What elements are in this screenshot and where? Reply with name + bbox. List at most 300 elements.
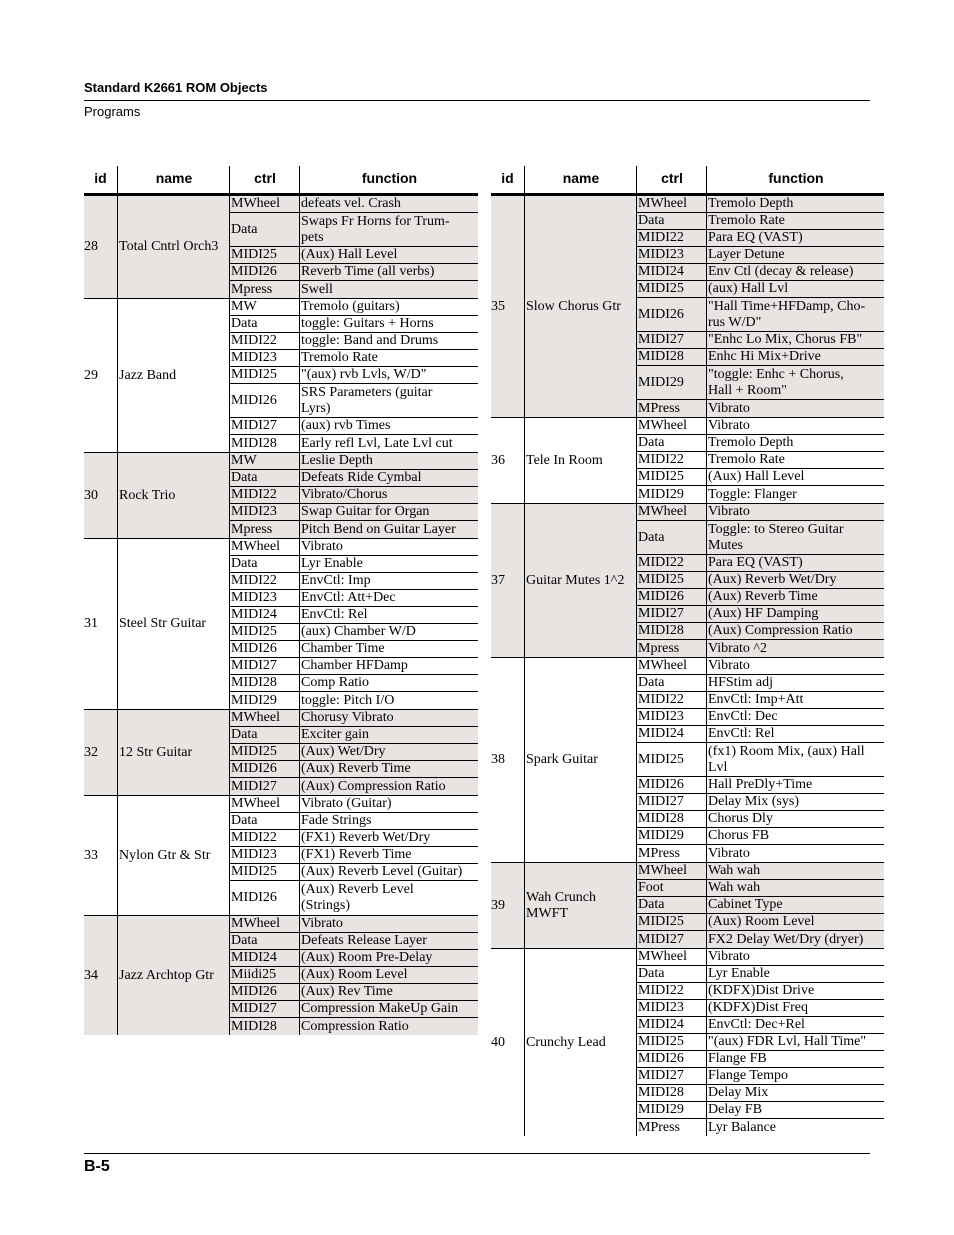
ctrl-cell: MIDI24 — [636, 726, 706, 742]
function-cell: Swaps Fr Horns for Trum- pets — [299, 213, 478, 246]
table-row — [229, 984, 478, 1001]
table-row — [636, 606, 884, 623]
table-row — [636, 213, 884, 230]
function-cell: Para EQ (VAST) — [706, 555, 884, 571]
function-cell: (KDFX)Dist Freq — [706, 1000, 884, 1016]
column-header-ctrl: ctrl — [229, 166, 300, 193]
function-cell: "Hall Time+HFDamp, Cho- rus W/D" — [706, 298, 884, 331]
function-cell: Exciter gain — [299, 727, 478, 743]
ctrl-cell: MIDI26 — [229, 881, 299, 915]
ctrl-cell: MIDI27 — [636, 1068, 706, 1084]
table-row — [636, 658, 884, 675]
table-row — [636, 366, 884, 400]
controller-rows — [636, 658, 884, 862]
program-id: 40 — [491, 1034, 505, 1050]
page-header-subtitle: Programs — [84, 104, 141, 119]
function-cell: toggle: Pitch I/O — [299, 692, 478, 709]
ctrl-cell: MIDI23 — [636, 709, 706, 725]
ctrl-cell: Data — [636, 521, 706, 554]
program-name: Tele In Room — [524, 418, 636, 503]
table-row — [229, 950, 478, 967]
function-cell: (aux) Hall Lvl — [706, 281, 884, 297]
function-cell: (Aux) Reverb Time — [299, 761, 478, 777]
table-row — [229, 435, 478, 452]
ctrl-cell: Data — [229, 933, 299, 949]
column-header-ctrl: ctrl — [636, 166, 707, 193]
controller-rows — [636, 504, 884, 657]
programs-table-left — [84, 166, 478, 1035]
function-cell: Layer Detune — [706, 247, 884, 263]
function-cell: Toggle: to Stereo Guitar Mutes — [706, 521, 884, 554]
ctrl-cell: MIDI28 — [636, 623, 706, 639]
table-row — [229, 744, 478, 761]
table-row — [229, 350, 478, 367]
function-cell: (Aux) Reverb Level (Strings) — [299, 881, 478, 915]
controller-rows — [229, 916, 478, 1035]
ctrl-cell: MIDI28 — [229, 435, 299, 452]
ctrl-cell: MIDI22 — [636, 983, 706, 999]
program-id: 35 — [491, 298, 505, 314]
ctrl-cell: MWheel — [229, 796, 299, 812]
function-cell: Defeats Ride Cymbal — [299, 470, 478, 486]
table-row — [636, 914, 884, 931]
controller-rows — [636, 418, 884, 503]
table-row — [636, 897, 884, 914]
ctrl-cell: MIDI26 — [636, 777, 706, 793]
table-row — [636, 1119, 884, 1136]
ctrl-cell: MIDI25 — [636, 743, 706, 776]
function-cell: Wah wah — [706, 880, 884, 896]
ctrl-cell: MIDI22 — [229, 573, 299, 589]
table-row — [229, 675, 478, 692]
ctrl-cell: MIDI22 — [636, 692, 706, 708]
table-row — [229, 213, 478, 247]
function-cell: Lyr Enable — [299, 556, 478, 572]
function-cell: toggle: Guitars + Horns — [299, 316, 478, 332]
table-header — [491, 166, 884, 196]
function-cell: Vibrato ^2 — [706, 640, 884, 657]
program-id: 28 — [84, 239, 98, 254]
function-cell: Flange Tempo — [706, 1068, 884, 1084]
program-name: Steel Str Guitar — [117, 539, 229, 709]
program-id: 30 — [84, 487, 98, 503]
function-cell: Env Ctl (decay & release) — [706, 264, 884, 280]
table-row — [636, 469, 884, 486]
program-group — [84, 796, 478, 916]
controller-rows — [636, 949, 884, 1136]
function-cell: (Aux) HF Damping — [706, 606, 884, 622]
function-cell: toggle: Band and Drums — [299, 333, 478, 349]
table-row — [636, 521, 884, 555]
ctrl-cell: MWheel — [229, 710, 299, 726]
function-cell: Compression MakeUp Gain — [299, 1001, 478, 1017]
table-row — [636, 845, 884, 862]
function-cell: Toggle: Flanger — [706, 486, 884, 503]
ctrl-cell: MIDI29 — [636, 828, 706, 844]
ctrl-cell: MIDI28 — [229, 1018, 299, 1035]
ctrl-cell: MIDI24 — [229, 950, 299, 966]
function-cell: (Aux) Rev Time — [299, 984, 478, 1000]
function-cell: Chamber Time — [299, 641, 478, 657]
ctrl-cell: MPress — [636, 845, 706, 862]
table-row — [636, 1000, 884, 1017]
table-row — [636, 692, 884, 709]
ctrl-cell: MIDI25 — [636, 281, 706, 297]
program-name: Slow Chorus Gtr — [524, 196, 636, 417]
function-cell: Chorus FB — [706, 828, 884, 844]
table-row — [636, 675, 884, 692]
program-name: Nylon Gtr & Str — [117, 796, 229, 915]
table-row — [229, 281, 478, 298]
table-row — [636, 949, 884, 966]
program-group — [84, 539, 478, 710]
function-cell: (Aux) Compression Ratio — [706, 623, 884, 639]
function-cell: SRS Parameters (guitar Lyrs) — [299, 384, 478, 417]
function-cell: "Enhc Lo Mix, Chorus FB" — [706, 332, 884, 348]
table-row — [636, 743, 884, 777]
table-header — [84, 166, 478, 196]
table-row — [636, 230, 884, 247]
ctrl-cell: Data — [229, 813, 299, 829]
program-id: 34 — [84, 967, 98, 983]
table-row — [229, 299, 478, 316]
function-cell: "toggle: Enhc + Chorus, Hall + Room" — [706, 366, 884, 399]
ctrl-cell: MW — [229, 453, 299, 469]
table-row — [636, 1068, 884, 1085]
program-id: 31 — [84, 616, 98, 631]
table-row — [229, 539, 478, 556]
ctrl-cell: MIDI25 — [229, 864, 299, 880]
program-name: Rock Trio — [117, 453, 229, 538]
program-group — [84, 299, 478, 453]
ctrl-cell: MIDI26 — [636, 1051, 706, 1067]
table-body — [84, 196, 478, 1035]
function-cell: Vibrato — [299, 539, 478, 555]
function-cell: FX2 Delay Wet/Dry (dryer) — [706, 931, 884, 948]
function-cell: (fx1) Room Mix, (aux) Hall Lvl — [706, 743, 884, 776]
function-cell: Vibrato — [706, 845, 884, 862]
ctrl-cell: MIDI23 — [229, 590, 299, 606]
ctrl-cell: MIDI24 — [636, 1017, 706, 1033]
ctrl-cell: MIDI28 — [636, 349, 706, 365]
table-row — [636, 555, 884, 572]
table-row — [229, 607, 478, 624]
column-header-name: name — [524, 166, 637, 193]
function-cell: (FX1) Reverb Time — [299, 847, 478, 863]
function-cell: Vibrato — [706, 658, 884, 674]
program-id: 37 — [491, 572, 505, 588]
function-cell: Leslie Depth — [299, 453, 478, 469]
table-row — [636, 640, 884, 657]
ctrl-cell: MIDI25 — [229, 247, 299, 263]
ctrl-cell: Data — [229, 727, 299, 743]
ctrl-cell: MIDI27 — [636, 931, 706, 948]
program-name: Jazz Band — [117, 299, 229, 452]
ctrl-cell: Data — [636, 435, 706, 451]
table-row — [229, 830, 478, 847]
table-row — [636, 880, 884, 897]
function-cell: EnvCtl: Imp+Att — [706, 692, 884, 708]
function-cell: Pitch Bend on Guitar Layer — [299, 521, 478, 538]
controller-rows — [229, 796, 478, 915]
table-row — [636, 349, 884, 366]
function-cell: HFStim adj — [706, 675, 884, 691]
table-row — [636, 863, 884, 880]
program-group — [84, 453, 478, 539]
program-group — [491, 418, 884, 504]
function-cell: EnvCtl: Att+Dec — [299, 590, 478, 606]
table-row — [229, 624, 478, 641]
function-cell: Vibrato (Guitar) — [299, 796, 478, 812]
program-group — [84, 196, 478, 299]
ctrl-cell: MIDI26 — [636, 298, 706, 331]
function-cell: Delay Mix — [706, 1085, 884, 1101]
column-header-id: id — [501, 170, 514, 186]
ctrl-cell: MIDI25 — [229, 744, 299, 760]
ctrl-cell: MIDI23 — [229, 847, 299, 863]
program-name: 12 Str Guitar — [117, 710, 229, 795]
column-header-function: function — [706, 166, 885, 193]
ctrl-cell: MWheel — [636, 658, 706, 674]
function-cell: Early refl Lvl, Late Lvl cut — [299, 435, 478, 452]
table-row — [636, 777, 884, 794]
ctrl-cell: Data — [636, 897, 706, 913]
ctrl-cell: MIDI27 — [229, 778, 299, 795]
programs-table-right — [491, 166, 884, 1136]
program-id: 32 — [84, 744, 98, 760]
table-row — [229, 504, 478, 521]
table-row — [229, 367, 478, 384]
function-cell: Compression Ratio — [299, 1018, 478, 1035]
table-row — [229, 470, 478, 487]
table-row — [229, 658, 478, 675]
function-cell: Swell — [299, 281, 478, 298]
function-cell: Fade Strings — [299, 813, 478, 829]
function-cell: Flange FB — [706, 1051, 884, 1067]
function-cell: EnvCtl: Imp — [299, 573, 478, 589]
ctrl-cell: MWheel — [636, 196, 706, 212]
ctrl-cell: MIDI22 — [229, 333, 299, 349]
function-cell: "(aux) FDR Lvl, Hall Time" — [706, 1034, 884, 1050]
ctrl-cell: MIDI28 — [636, 1085, 706, 1101]
table-row — [229, 573, 478, 590]
table-row — [636, 966, 884, 983]
table-row — [636, 486, 884, 503]
table-row — [636, 504, 884, 521]
ctrl-cell: Foot — [636, 880, 706, 896]
table-row — [636, 332, 884, 349]
table-row — [636, 726, 884, 743]
ctrl-cell: Data — [229, 556, 299, 572]
table-row — [229, 778, 478, 795]
function-cell: (Aux) Reverb Wet/Dry — [706, 572, 884, 588]
ctrl-cell: MWheel — [636, 949, 706, 965]
table-row — [636, 452, 884, 469]
program-group — [491, 949, 884, 1136]
ctrl-cell: MIDI29 — [636, 1102, 706, 1118]
function-cell: (Aux) Room Level — [299, 967, 478, 983]
ctrl-cell: MIDI22 — [636, 230, 706, 246]
function-cell: Tremolo Rate — [706, 452, 884, 468]
ctrl-cell: MIDI22 — [229, 830, 299, 846]
table-row — [636, 1102, 884, 1119]
ctrl-cell: MWheel — [636, 418, 706, 434]
function-cell: Wah wah — [706, 863, 884, 879]
function-cell: (FX1) Reverb Wet/Dry — [299, 830, 478, 846]
ctrl-cell: MIDI29 — [636, 486, 706, 503]
function-cell: Swap Guitar for Organ — [299, 504, 478, 520]
ctrl-cell: MWheel — [229, 196, 299, 212]
ctrl-cell: MIDI23 — [636, 247, 706, 263]
table-row — [229, 881, 478, 915]
ctrl-cell: MIDI28 — [636, 811, 706, 827]
ctrl-cell: MIDI27 — [636, 606, 706, 622]
function-cell: (Aux) Hall Level — [299, 247, 478, 263]
ctrl-cell: MIDI25 — [229, 367, 299, 383]
function-cell: Cabinet Type — [706, 897, 884, 913]
table-row — [636, 811, 884, 828]
ctrl-cell: Data — [636, 213, 706, 229]
table-row — [229, 813, 478, 830]
function-cell: (Aux) Hall Level — [706, 469, 884, 485]
function-cell: Chorus Dly — [706, 811, 884, 827]
ctrl-cell: MIDI27 — [229, 658, 299, 674]
table-row — [229, 418, 478, 435]
table-row — [636, 247, 884, 264]
ctrl-cell: MIDI27 — [229, 418, 299, 434]
controller-rows — [636, 863, 884, 948]
table-row — [229, 384, 478, 418]
ctrl-cell: MPress — [636, 400, 706, 417]
function-cell: EnvCtl: Rel — [299, 607, 478, 623]
ctrl-cell: MIDI26 — [229, 641, 299, 657]
ctrl-cell: MIDI25 — [636, 1034, 706, 1050]
page-header-title: Standard K2661 ROM Objects — [84, 80, 268, 95]
function-cell: Vibrato — [706, 418, 884, 434]
ctrl-cell: MIDI22 — [636, 452, 706, 468]
ctrl-cell: MWheel — [636, 863, 706, 879]
ctrl-cell: Mpress — [229, 521, 299, 538]
table-row — [636, 298, 884, 332]
ctrl-cell: Mpress — [636, 640, 706, 657]
column-header-name: name — [117, 166, 230, 193]
ctrl-cell: MIDI24 — [229, 607, 299, 623]
table-row — [229, 1018, 478, 1035]
function-cell: Tremolo Rate — [706, 213, 884, 229]
function-cell: Chamber HFDamp — [299, 658, 478, 674]
program-name: Total Cntrl Orch3 — [117, 196, 229, 298]
table-row — [229, 333, 478, 350]
page-number: B-5 — [84, 1158, 110, 1175]
controller-rows — [229, 453, 478, 538]
program-group — [491, 658, 884, 863]
table-row — [636, 931, 884, 948]
function-cell: Vibrato — [299, 916, 478, 932]
function-cell: Tremolo Depth — [706, 196, 884, 212]
function-cell: Lyr Enable — [706, 966, 884, 982]
ctrl-cell: MIDI27 — [229, 1001, 299, 1017]
table-row — [229, 590, 478, 607]
controller-rows — [229, 299, 478, 452]
ctrl-cell: MIDI26 — [229, 264, 299, 280]
table-row — [636, 623, 884, 640]
program-group — [491, 863, 884, 949]
table-row — [229, 264, 478, 281]
function-cell: Para EQ (VAST) — [706, 230, 884, 246]
ctrl-cell: Data — [229, 316, 299, 332]
ctrl-cell: MIDI26 — [229, 984, 299, 1000]
ctrl-cell: MIDI27 — [636, 332, 706, 348]
ctrl-cell: MIDI22 — [229, 487, 299, 503]
program-id: 36 — [491, 452, 505, 468]
table-row — [229, 521, 478, 538]
table-row — [229, 641, 478, 658]
program-group — [491, 196, 884, 418]
table-row — [636, 828, 884, 845]
ctrl-cell: MIDI23 — [636, 1000, 706, 1016]
table-row — [229, 453, 478, 470]
ctrl-cell: MIDI27 — [636, 794, 706, 810]
table-row — [229, 1001, 478, 1018]
ctrl-cell: MIDI23 — [229, 504, 299, 520]
ctrl-cell: MIDI29 — [229, 692, 299, 709]
function-cell: (Aux) Wet/Dry — [299, 744, 478, 760]
table-row — [636, 589, 884, 606]
footer-rule — [84, 1153, 870, 1154]
program-name: Crunchy Lead — [524, 949, 636, 1136]
table-row — [636, 1085, 884, 1102]
ctrl-cell: MIDI23 — [229, 350, 299, 366]
function-cell: Vibrato — [706, 949, 884, 965]
controller-rows — [229, 196, 478, 298]
program-id: 33 — [84, 847, 98, 863]
table-body — [491, 196, 884, 1136]
ctrl-cell: MIDI24 — [636, 264, 706, 280]
table-row — [636, 1051, 884, 1068]
function-cell: Tremolo Rate — [299, 350, 478, 366]
table-row — [229, 247, 478, 264]
table-row — [636, 1034, 884, 1051]
ctrl-cell: MIDI25 — [636, 469, 706, 485]
table-row — [636, 435, 884, 452]
function-cell: (aux) Chamber W/D — [299, 624, 478, 640]
program-group — [84, 710, 478, 796]
controller-rows — [229, 710, 478, 795]
table-row — [636, 572, 884, 589]
header-rule — [84, 100, 870, 101]
program-id: 29 — [84, 367, 98, 383]
ctrl-cell: MIDI29 — [636, 366, 706, 399]
ctrl-cell: MIDI26 — [636, 589, 706, 605]
ctrl-cell: MW — [229, 299, 299, 315]
program-name: Wah Crunch MWFT — [524, 863, 636, 948]
program-id: 38 — [491, 752, 505, 767]
table-row — [229, 556, 478, 573]
function-cell: Defeats Release Layer — [299, 933, 478, 949]
function-cell: (aux) rvb Times — [299, 418, 478, 434]
table-row — [229, 847, 478, 864]
function-cell: Delay Mix (sys) — [706, 794, 884, 810]
function-cell: EnvCtl: Rel — [706, 726, 884, 742]
function-cell: Vibrato/Chorus — [299, 487, 478, 503]
column-header-id: id — [94, 170, 107, 186]
table-row — [636, 709, 884, 726]
function-cell: Tremolo Depth — [706, 435, 884, 451]
ctrl-cell: MIDI28 — [229, 675, 299, 691]
function-cell: Vibrato — [706, 504, 884, 520]
ctrl-cell: MIDI26 — [229, 384, 299, 417]
ctrl-cell: MIDI26 — [229, 761, 299, 777]
